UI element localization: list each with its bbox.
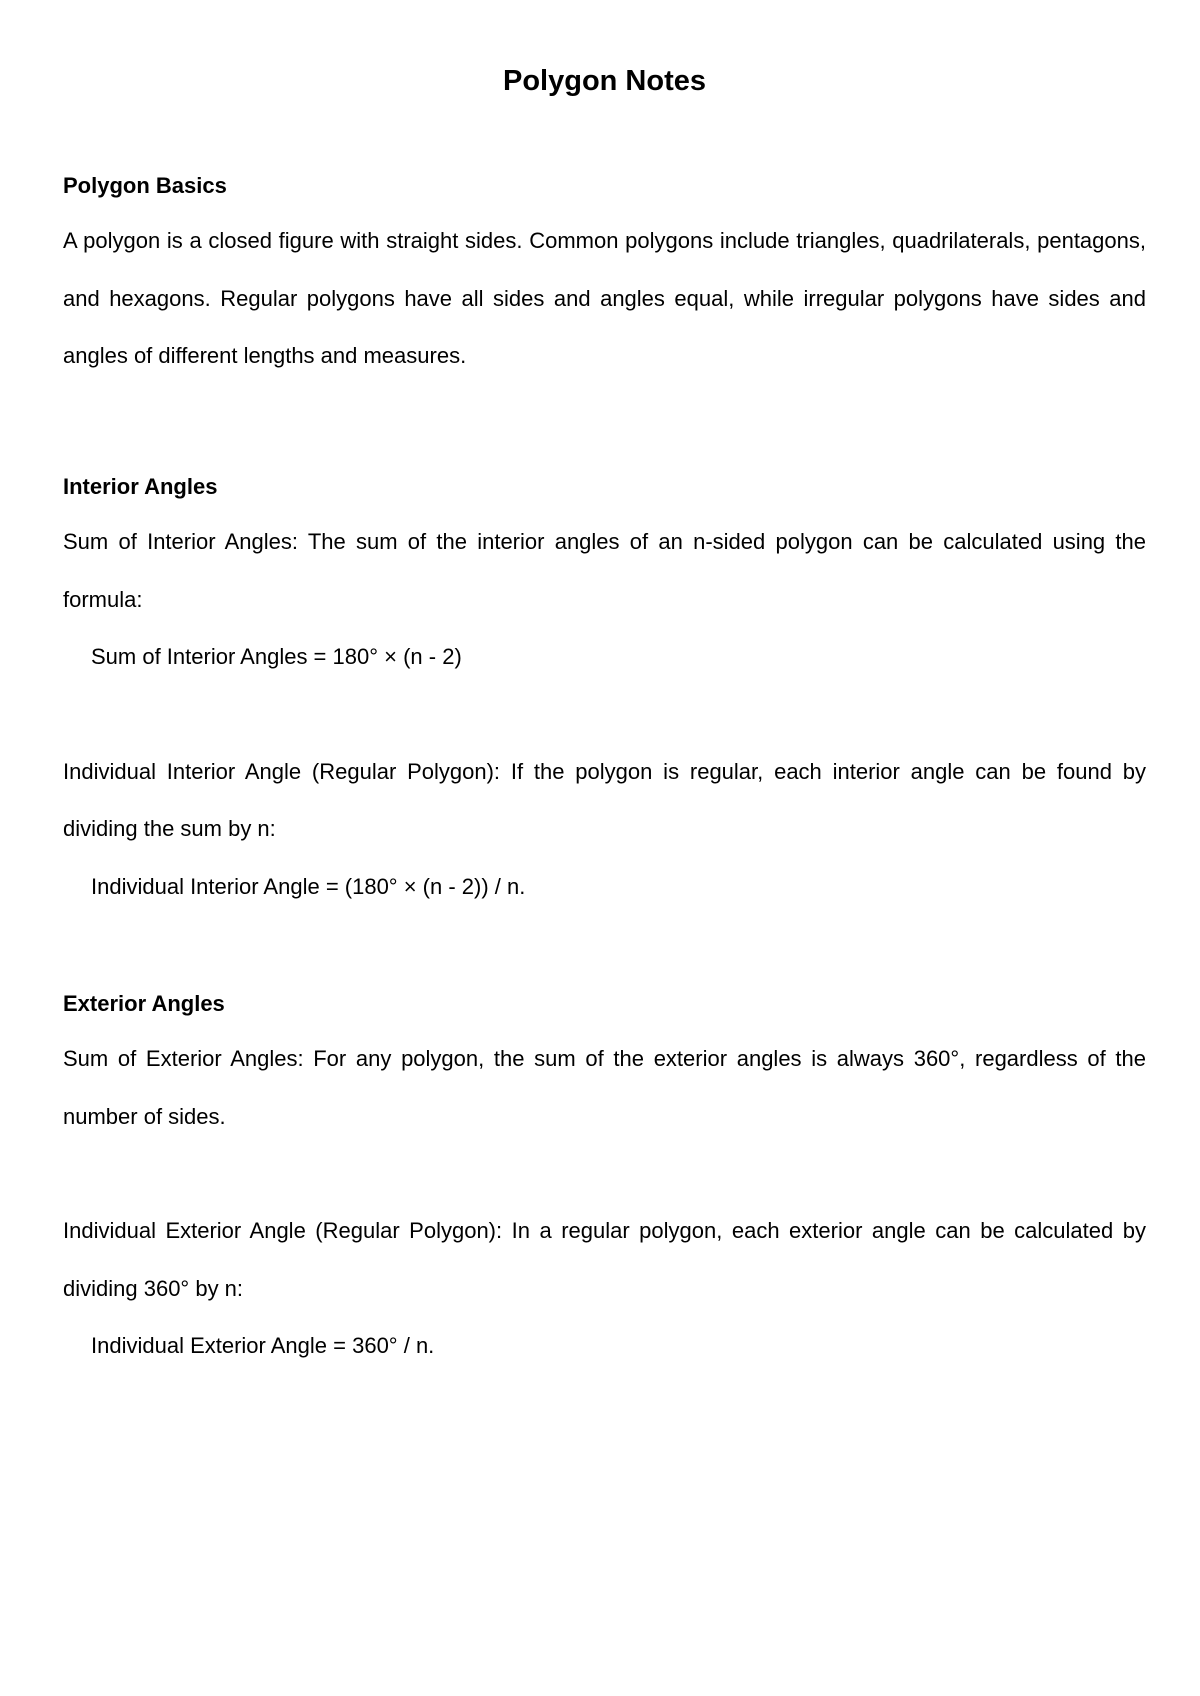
sum-interior-paragraph: Sum of Interior Angles: The sum of the interior angles of an n-sided polygon can be calculated using the formula: (63, 529, 1146, 612)
document-page (63, 0, 1146, 1696)
section-exterior-angles (63, 990, 1146, 1375)
page-title: Polygon Notes (502, 65, 706, 97)
individual-exterior-paragraph: Individual Exterior Angle (Regular Polygon): In a regular polygon, each exterior angle can be calculated by dividing 360° by n: (63, 1218, 1146, 1301)
section-polygon-basics (63, 172, 1146, 385)
sum-interior-formula: Sum of Interior Angles = 180° × (n - 2) (91, 644, 462, 669)
individual-interior-paragraph: Individual Interior Angle (Regular Polygon): If the polygon is regular, each interior angle can be found by dividing the sum by n: (63, 758, 1146, 841)
section-heading: Interior Angles (63, 474, 218, 499)
spacer (63, 1145, 1146, 1202)
individual-interior-formula: Individual Interior Angle = (180° × (n - 2)) / n. (91, 873, 526, 899)
sum-exterior-paragraph: Sum of Exterior Angles: For any polygon, the sum of the exterior angles is always 360°, regardless of the number of sides. (63, 1046, 1146, 1129)
section-interior-angles (63, 473, 1146, 915)
spacer (63, 686, 1146, 743)
individual-exterior-formula: Individual Exterior Angle = 360° / n. (91, 1333, 435, 1358)
section-paragraph: A polygon is a closed figure with straight sides. Common polygons include triangles, quadrilaterals, pentagons, and hexagons. Regular polygons have all sides and angles equal, while irregular polygons have sides and angles of different lengths and measures. (63, 228, 1146, 368)
section-heading: Exterior Angles (63, 991, 225, 1016)
section-heading: Polygon Basics (63, 173, 227, 198)
